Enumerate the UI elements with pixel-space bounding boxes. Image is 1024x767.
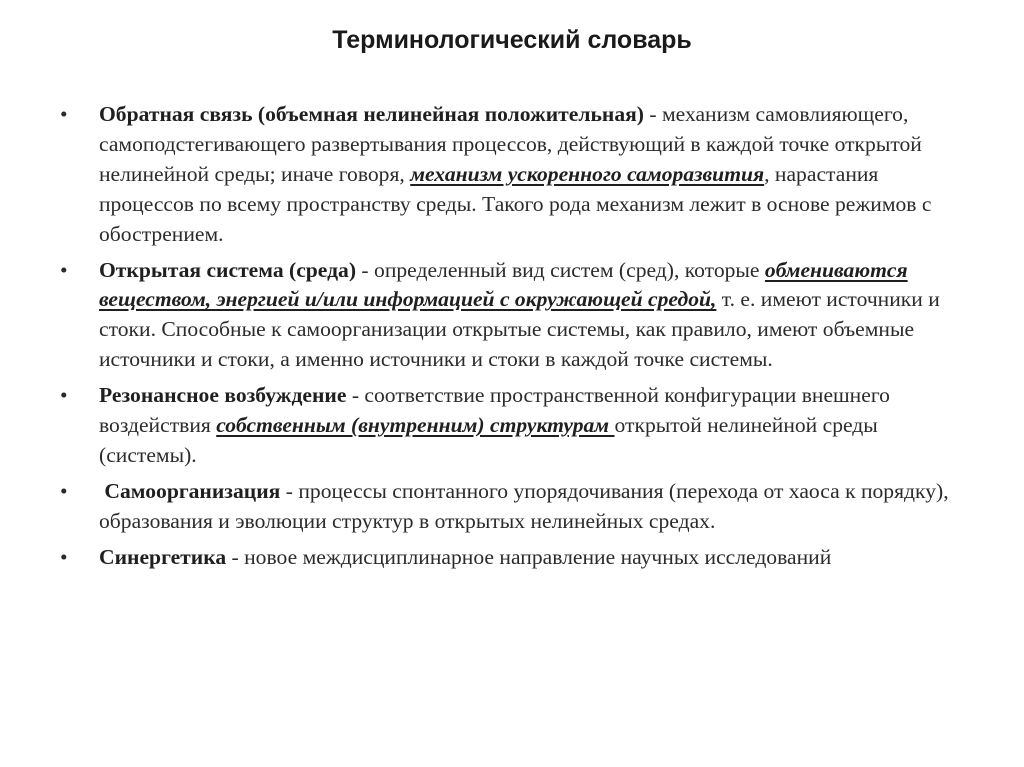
definition-text: - соответствие пространственной конфигурации внешнего воздействия (99, 383, 890, 438)
definition-text: , нарастания процессов по всему пространству среды. Такого рода механизм лежит в основе режимов с обострением. (99, 161, 932, 246)
bullet-icon: • (60, 102, 68, 126)
definition-text: - новое междисциплинарное направление научных исследований (226, 544, 832, 569)
page-title: Терминологический словарь (332, 26, 692, 54)
list-item (60, 381, 960, 471)
term: Открытая система (среда) (99, 257, 357, 282)
list-item (60, 477, 960, 537)
definition-text: открытой нелинейной среды (системы). (99, 413, 878, 467)
list-item (60, 100, 960, 250)
bullet-icon: • (60, 257, 68, 282)
bullet-icon: • (60, 383, 68, 408)
list-item (60, 543, 960, 573)
list-item (60, 256, 960, 376)
emphasis-text: механизм ускоренного саморазвития (410, 161, 765, 186)
definition-text: - механизм самовлияющего, самоподстегивающего развертывания процессов, действующий в каждой точке открытой нелинейной среды; иначе говоря, (99, 102, 922, 186)
definition-text: - процессы спонтанного упорядочивания (перехода от хаоса к порядку), образования и эволюции структур в открытых нелинейных средах. (99, 478, 949, 533)
term: Резонансное возбуждение (99, 383, 347, 408)
glossary-list (60, 100, 960, 579)
emphasis-text: обмениваются веществом, энергией и/или информацией с окружающей средой, (99, 257, 908, 312)
emphasis-text: собственным (внутренним) структурам (216, 413, 615, 438)
term: Самоорганизация (104, 478, 281, 503)
bullet-icon: • (60, 544, 68, 569)
term: Синергетика (99, 544, 227, 569)
term: Обратная связь (объемная нелинейная положительная) (99, 102, 644, 126)
bullet-icon: • (60, 478, 68, 503)
definition-text: т. е. имеют источники и стоки. Способные к самоорганизации открытые системы, как правило, имеют объемные источники и стоки, а именно источники и стоки в каждой точке системы. (99, 287, 940, 372)
definition-text: - определенный вид систем (сред), которые (356, 257, 765, 282)
